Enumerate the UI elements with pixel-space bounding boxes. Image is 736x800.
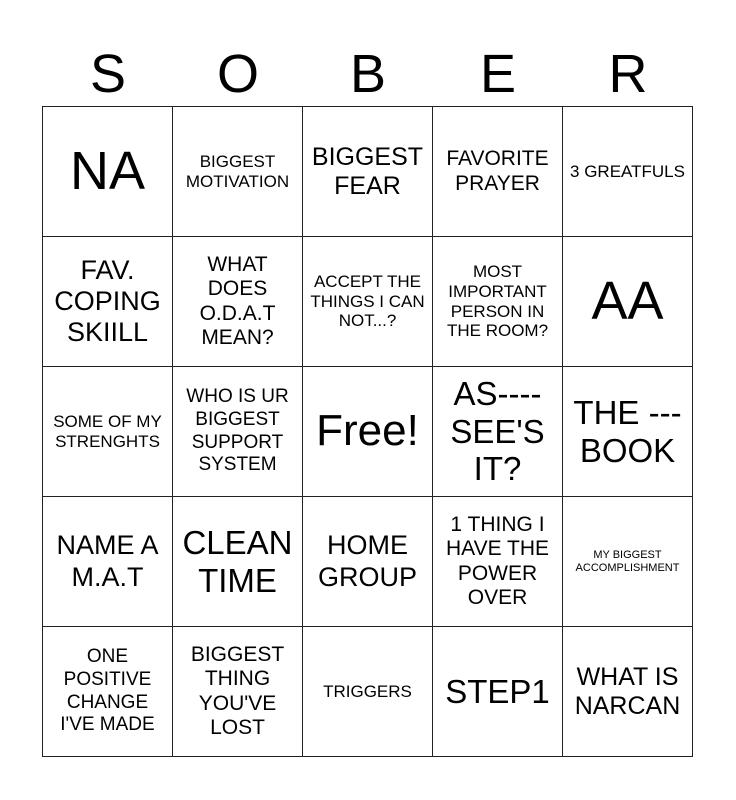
bingo-cell-r2-c1[interactable] (42, 236, 173, 367)
header-letter-b: B (349, 44, 387, 104)
bingo-board (43, 107, 693, 757)
bingo-cell-r2-c4[interactable] (432, 236, 563, 367)
bingo-cell-r3-c1[interactable] (42, 366, 173, 497)
cell-text: WHAT DOES O.D.A.T MEAN? (199, 253, 276, 349)
bingo-cell-r5-c5[interactable] (562, 626, 693, 757)
cell-text: FAV. COPING SKIILL (54, 254, 161, 348)
cell-text: HOME GROUP (317, 530, 417, 592)
bingo-cell-r4-c3[interactable] (302, 496, 433, 627)
cell-text: CLEAN TIME (182, 523, 293, 599)
cell-text: NA (69, 141, 145, 202)
bingo-cell-r5-c2[interactable] (172, 626, 303, 757)
bingo-cell-r5-c4[interactable] (432, 626, 563, 757)
bingo-header (43, 40, 693, 108)
bingo-cell-r3-c2[interactable] (172, 366, 303, 497)
bingo-cell-r1-c1[interactable] (42, 106, 173, 237)
header-letter-s: S (89, 44, 127, 104)
bingo-cell-r3-c3[interactable] (302, 366, 433, 497)
cell-text: MOST IMPORTANT PERSON IN THE ROOM? (446, 262, 549, 341)
cell-text: ACCEPT THE THINGS I CAN NOT...? (310, 272, 425, 331)
cell-text: BIGGEST MOTIVATION (185, 151, 290, 191)
bingo-cell-r4-c5[interactable] (562, 496, 693, 627)
cell-text: NAME A M.A.T (56, 530, 159, 592)
bingo-cell-r1-c4[interactable] (432, 106, 563, 237)
cell-text: BIGGEST FEAR (311, 142, 424, 200)
cell-text: WHAT IS NARCAN (574, 662, 681, 720)
bingo-cell-r5-c1[interactable] (42, 626, 173, 757)
cell-text: STEP1 (445, 672, 550, 710)
cell-text: AS---- SEE'S IT? (450, 374, 545, 488)
cell-text: TRIGGERS (323, 681, 412, 701)
bingo-cell-r2-c5[interactable] (562, 236, 693, 367)
cell-text: THE --- BOOK (573, 393, 682, 469)
cell-text: WHO IS UR BIGGEST SUPPORT SYSTEM (186, 385, 289, 476)
bingo-cell-r1-c5[interactable] (562, 106, 693, 237)
cell-text: MY BIGGEST ACCOMPLISHMENT (575, 548, 680, 574)
cell-text: BIGGEST THING YOU'VE LOST (190, 643, 285, 739)
header-letter-o: O (216, 44, 259, 104)
header-letter-r: R (608, 44, 648, 104)
free-space-label: Free! (316, 406, 419, 456)
cell-text: 3 GREATFULS (570, 161, 685, 181)
cell-text: FAVORITE PRAYER (446, 147, 549, 195)
bingo-cell-r3-c5[interactable] (562, 366, 693, 497)
header-letter-e: E (479, 44, 517, 104)
bingo-cell-r2-c3[interactable] (302, 236, 433, 367)
bingo-cell-r4-c4[interactable] (432, 496, 563, 627)
bingo-cell-r1-c3[interactable] (302, 106, 433, 237)
bingo-cell-r4-c2[interactable] (172, 496, 303, 627)
bingo-cell-r3-c4[interactable] (432, 366, 563, 497)
bingo-cell-r4-c1[interactable] (42, 496, 173, 627)
cell-text: SOME OF MY STRENGHTS (53, 411, 162, 451)
cell-text: AA (591, 271, 664, 332)
bingo-cell-r1-c2[interactable] (172, 106, 303, 237)
cell-text: 1 THING I HAVE THE POWER OVER (445, 513, 550, 609)
bingo-cell-r2-c2[interactable] (172, 236, 303, 367)
bingo-cell-r5-c3[interactable] (302, 626, 433, 757)
cell-text: ONE POSITIVE CHANGE I'VE MADE (60, 645, 155, 736)
